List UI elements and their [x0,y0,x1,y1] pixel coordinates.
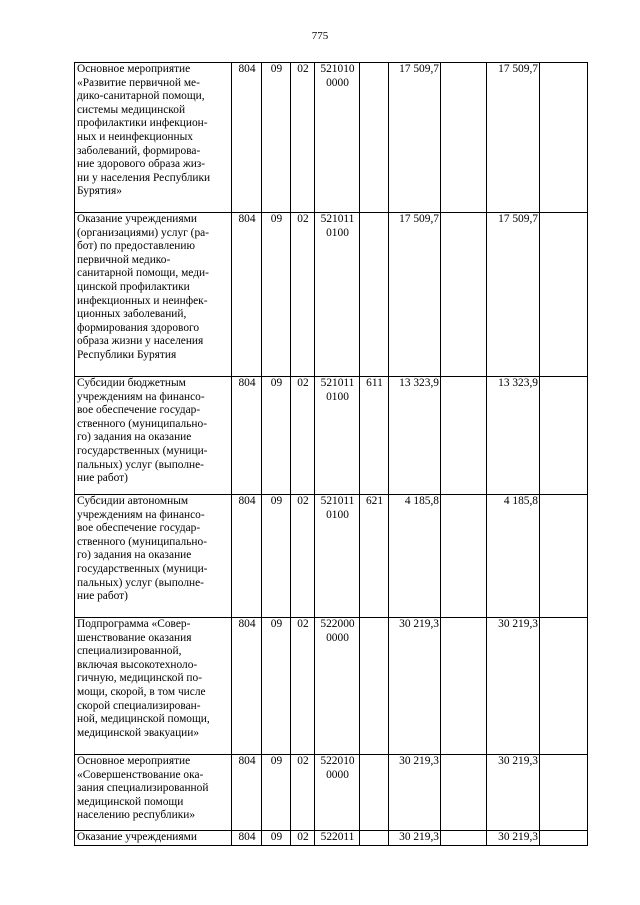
amount-cell: 4 185,8 [487,495,540,618]
amount-cell [441,831,487,846]
amount-cell: 30 219,3 [389,618,441,755]
subsection-code-cell: 02 [291,213,315,377]
table-row [75,377,588,495]
target-article-cell: 521011 0100 [315,377,360,495]
amount-cell: 30 219,3 [487,755,540,831]
expense-type-cell [360,618,389,755]
amount-cell: 13 323,9 [487,377,540,495]
amount-cell [441,755,487,831]
page-number: 775 [311,30,329,42]
amount-cell: 4 185,8 [389,495,441,618]
expense-type-cell [360,63,389,213]
target-article-cell: 522000 0000 [315,618,360,755]
expense-type-cell [360,755,389,831]
subsection-code-cell: 02 [291,377,315,495]
row-name-cell: Подпрограмма «Совер- шенствование оказания специализированной, включая высокотехноло- гичную, медицинской по- мощи, скорой, в том числе скорой специализирован- ной, медицинской помощи, медицинской эвакуации» [75,618,232,755]
ministry-code-cell: 804 [232,213,262,377]
amount-cell: 13 323,9 [389,377,441,495]
amount-cell: 30 219,3 [389,831,441,846]
amount-cell [441,495,487,618]
section-code-cell: 09 [262,63,291,213]
ministry-code-cell: 804 [232,63,262,213]
subsection-code-cell: 02 [291,618,315,755]
section-code-cell: 09 [262,377,291,495]
amount-cell: 30 219,3 [389,755,441,831]
row-name-cell: Субсидии автономным учреждениям на финансо- вое обеспечение государ- ственного (муниципально- го) задания на оказание государственных (муници- пальных) услуг (выполне- ние работ) [75,495,232,618]
subsection-code-cell: 02 [291,831,315,846]
amount-cell [540,618,588,755]
target-article-cell: 522011 [315,831,360,846]
subsection-code-cell: 02 [291,495,315,618]
table-row [75,63,588,213]
subsection-code-cell: 02 [291,755,315,831]
table-row [75,213,588,377]
amount-cell [540,63,588,213]
expense-type-cell: 621 [360,495,389,618]
amount-cell: 17 509,7 [389,63,441,213]
table-row [75,755,588,831]
ministry-code-cell: 804 [232,831,262,846]
row-name-cell: Субсидии бюджетным учреждениям на финансо- вое обеспечение государ- ственного (муниципально- го) задания на оказание государственных (муници- пальных) услуг (выполне- ние работ) [75,377,232,495]
amount-cell: 30 219,3 [487,831,540,846]
table-row [75,831,588,846]
amount-cell [540,755,588,831]
amount-cell [540,831,588,846]
ministry-code-cell: 804 [232,755,262,831]
section-code-cell: 09 [262,831,291,846]
amount-cell: 17 509,7 [487,213,540,377]
amount-cell: 17 509,7 [389,213,441,377]
ministry-code-cell: 804 [232,377,262,495]
table-row [75,618,588,755]
amount-cell [441,618,487,755]
row-name-cell: Основное мероприятие «Совершенствование ока- зания специализированной медицинской помощи населению республики» [75,755,232,831]
expense-type-cell: 611 [360,377,389,495]
subsection-code-cell: 02 [291,63,315,213]
ministry-code-cell: 804 [232,495,262,618]
budget-table [74,62,588,846]
amount-cell [441,63,487,213]
amount-cell [441,377,487,495]
target-article-cell: 522010 0000 [315,755,360,831]
section-code-cell: 09 [262,755,291,831]
target-article-cell: 521010 0000 [315,63,360,213]
expense-type-cell [360,831,389,846]
row-name-cell: Оказание учреждениями [75,831,232,846]
expense-type-cell [360,213,389,377]
section-code-cell: 09 [262,213,291,377]
amount-cell [540,377,588,495]
amount-cell [540,213,588,377]
section-code-cell: 09 [262,618,291,755]
ministry-code-cell: 804 [232,618,262,755]
amount-cell: 30 219,3 [487,618,540,755]
target-article-cell: 521011 0100 [315,495,360,618]
target-article-cell: 521011 0100 [315,213,360,377]
amount-cell [540,495,588,618]
table-row [75,495,588,618]
amount-cell [441,213,487,377]
section-code-cell: 09 [262,495,291,618]
amount-cell: 17 509,7 [487,63,540,213]
row-name-cell: Оказание учреждениями (организациями) услуг (ра- бот) по предоставлению первичной медико- санитарной помощи, меди- цинской профилактики инфекционных и неинфек- ционных заболеваний, формирования здорового образа жизни у населения Республики Бурятия [75,213,232,377]
row-name-cell: Основное мероприятие «Развитие первичной ме- дико-санитарной помощи, системы медицинской профилактики инфекцион- ных и неинфекционных заболеваний, формирова- ние здорового образа жиз- ни у населения Республики Бурятия» [75,63,232,213]
